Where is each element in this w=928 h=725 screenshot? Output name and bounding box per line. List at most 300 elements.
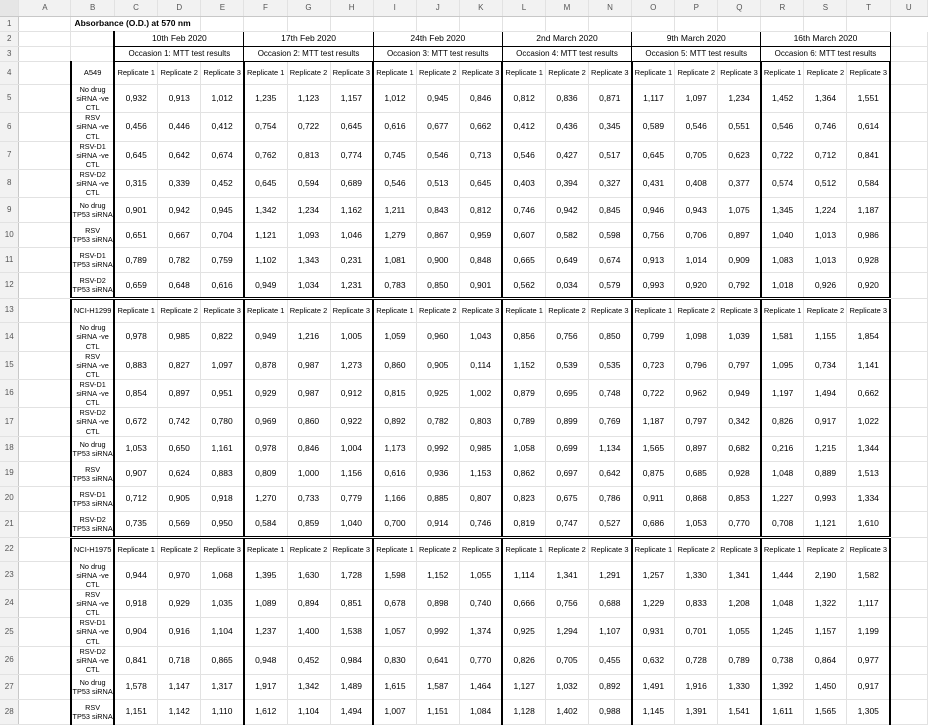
data-cell[interactable]: 0,931 xyxy=(632,618,675,646)
replicate-header[interactable]: Replicate 2 xyxy=(804,299,847,323)
data-cell[interactable]: 0,928 xyxy=(718,461,761,486)
data-cell[interactable]: 0,819 xyxy=(502,511,545,537)
replicate-header[interactable]: Replicate 1 xyxy=(244,299,287,323)
data-cell[interactable]: 0,978 xyxy=(114,323,157,351)
data-cell[interactable]: 1,578 xyxy=(114,674,157,699)
empty-cell[interactable] xyxy=(19,511,71,537)
empty-cell[interactable] xyxy=(890,561,927,589)
data-cell[interactable]: 0,860 xyxy=(287,408,330,436)
data-cell[interactable]: 1,152 xyxy=(502,351,545,379)
data-cell[interactable]: 0,867 xyxy=(416,223,459,248)
data-cell[interactable]: 0,909 xyxy=(718,248,761,273)
data-cell[interactable]: 0,713 xyxy=(459,141,502,169)
data-cell[interactable]: 1,057 xyxy=(373,618,416,646)
data-cell[interactable]: 1,341 xyxy=(546,561,589,589)
data-cell[interactable]: 1,342 xyxy=(244,198,287,223)
empty-cell[interactable] xyxy=(804,17,847,32)
row-header[interactable]: 13 xyxy=(0,299,19,323)
data-cell[interactable]: 0,662 xyxy=(459,113,502,141)
data-cell[interactable]: 1,565 xyxy=(632,436,675,461)
data-cell[interactable]: 0,695 xyxy=(546,379,589,407)
data-cell[interactable]: 0,992 xyxy=(416,618,459,646)
data-cell[interactable]: 0,535 xyxy=(589,351,632,379)
data-cell[interactable]: 0,988 xyxy=(589,699,632,724)
data-cell[interactable]: 1,917 xyxy=(244,674,287,699)
data-cell[interactable]: 0,616 xyxy=(373,113,416,141)
data-cell[interactable]: 0,920 xyxy=(675,273,718,299)
data-cell[interactable]: 0,689 xyxy=(330,169,373,197)
data-cell[interactable]: 0,759 xyxy=(201,248,244,273)
data-cell[interactable]: 0,904 xyxy=(114,618,157,646)
data-cell[interactable]: 0,907 xyxy=(114,461,157,486)
data-cell[interactable]: 0,815 xyxy=(373,379,416,407)
occasion-header[interactable]: Occasion 3: MTT test results xyxy=(373,47,502,62)
row-header[interactable]: 23 xyxy=(0,561,19,589)
data-cell[interactable]: 0,756 xyxy=(632,223,675,248)
data-cell[interactable]: 0,993 xyxy=(632,273,675,299)
replicate-header[interactable]: Replicate 1 xyxy=(502,299,545,323)
data-cell[interactable]: 0,918 xyxy=(114,589,157,617)
row-label[interactable] xyxy=(71,561,114,589)
data-cell[interactable]: 1,039 xyxy=(718,323,761,351)
replicate-header[interactable]: Replicate 2 xyxy=(416,299,459,323)
empty-cell[interactable] xyxy=(19,47,71,62)
empty-cell[interactable] xyxy=(890,273,927,299)
replicate-header[interactable]: Replicate 2 xyxy=(158,299,201,323)
column-header[interactable]: Q xyxy=(718,0,761,17)
empty-cell[interactable] xyxy=(330,17,373,32)
row-header[interactable]: 28 xyxy=(0,699,19,724)
row-header[interactable]: 8 xyxy=(0,169,19,197)
replicate-header[interactable]: Replicate 1 xyxy=(502,537,545,561)
row-label[interactable] xyxy=(71,589,114,617)
data-cell[interactable]: 0,986 xyxy=(847,223,890,248)
replicate-header[interactable]: Replicate 3 xyxy=(459,299,502,323)
column-header[interactable]: J xyxy=(416,0,459,17)
empty-cell[interactable] xyxy=(890,351,927,379)
data-cell[interactable]: 0,705 xyxy=(675,141,718,169)
data-cell[interactable]: 0,452 xyxy=(201,169,244,197)
data-cell[interactable]: 1,123 xyxy=(287,85,330,113)
data-cell[interactable]: 1,294 xyxy=(546,618,589,646)
data-cell[interactable]: 1,157 xyxy=(804,618,847,646)
empty-cell[interactable] xyxy=(890,47,927,62)
data-cell[interactable]: 0,943 xyxy=(675,198,718,223)
date-header[interactable]: 16th March 2020 xyxy=(761,32,890,47)
data-cell[interactable]: 0,942 xyxy=(158,198,201,223)
data-cell[interactable]: 0,733 xyxy=(287,486,330,511)
replicate-header[interactable]: Replicate 1 xyxy=(502,62,545,85)
empty-cell[interactable] xyxy=(502,17,545,32)
data-cell[interactable]: 0,728 xyxy=(675,646,718,674)
row-label[interactable] xyxy=(71,408,114,436)
data-cell[interactable]: 1,237 xyxy=(244,618,287,646)
data-cell[interactable]: 0,579 xyxy=(589,273,632,299)
row-label[interactable] xyxy=(71,436,114,461)
empty-cell[interactable] xyxy=(71,32,114,47)
empty-cell[interactable] xyxy=(890,699,927,724)
data-cell[interactable]: 1,022 xyxy=(847,408,890,436)
data-cell[interactable]: 0,920 xyxy=(847,273,890,299)
data-cell[interactable]: 0,985 xyxy=(158,323,201,351)
data-cell[interactable]: 1,110 xyxy=(201,699,244,724)
data-cell[interactable]: 0,809 xyxy=(244,461,287,486)
empty-cell[interactable] xyxy=(890,646,927,674)
data-cell[interactable]: 1,234 xyxy=(718,85,761,113)
empty-cell[interactable] xyxy=(718,17,761,32)
data-cell[interactable]: 0,645 xyxy=(114,141,157,169)
data-cell[interactable]: 0,845 xyxy=(589,198,632,223)
data-cell[interactable]: 1,227 xyxy=(761,486,804,511)
data-cell[interactable]: 1,075 xyxy=(718,198,761,223)
data-cell[interactable]: 0,929 xyxy=(158,589,201,617)
data-cell[interactable]: 0,799 xyxy=(632,323,675,351)
data-cell[interactable]: 0,782 xyxy=(416,408,459,436)
date-header[interactable]: 24th Feb 2020 xyxy=(373,32,502,47)
data-cell[interactable]: 1,391 xyxy=(675,699,718,724)
replicate-header[interactable]: Replicate 3 xyxy=(330,299,373,323)
data-cell[interactable]: 0,807 xyxy=(459,486,502,511)
data-cell[interactable]: 1,102 xyxy=(244,248,287,273)
empty-cell[interactable] xyxy=(890,141,927,169)
data-cell[interactable]: 0,512 xyxy=(804,169,847,197)
data-cell[interactable]: 0,803 xyxy=(459,408,502,436)
data-cell[interactable]: 1,142 xyxy=(158,699,201,724)
row-header[interactable]: 14 xyxy=(0,323,19,351)
data-cell[interactable]: 1,330 xyxy=(718,674,761,699)
replicate-header[interactable]: Replicate 3 xyxy=(589,62,632,85)
replicate-header[interactable]: Replicate 3 xyxy=(201,299,244,323)
data-cell[interactable]: 0,918 xyxy=(201,486,244,511)
data-cell[interactable]: 0,946 xyxy=(632,198,675,223)
data-cell[interactable]: 1,153 xyxy=(459,461,502,486)
replicate-header[interactable]: Replicate 1 xyxy=(761,537,804,561)
data-cell[interactable]: 0,905 xyxy=(158,486,201,511)
data-cell[interactable]: 0,345 xyxy=(589,113,632,141)
data-cell[interactable]: 1,000 xyxy=(287,461,330,486)
data-cell[interactable]: 0,897 xyxy=(718,223,761,248)
data-cell[interactable]: 1,342 xyxy=(287,674,330,699)
data-cell[interactable]: 0,648 xyxy=(158,273,201,299)
data-cell[interactable]: 1,235 xyxy=(244,85,287,113)
data-cell[interactable]: 0,645 xyxy=(632,141,675,169)
data-cell[interactable]: 0,034 xyxy=(546,273,589,299)
replicate-header[interactable]: Replicate 2 xyxy=(675,62,718,85)
data-cell[interactable]: 0,738 xyxy=(761,646,804,674)
data-cell[interactable]: 0,970 xyxy=(158,561,201,589)
column-header[interactable]: K xyxy=(459,0,502,17)
data-cell[interactable]: 1,055 xyxy=(718,618,761,646)
data-cell[interactable]: 1,156 xyxy=(330,461,373,486)
data-cell[interactable]: 0,865 xyxy=(201,646,244,674)
data-cell[interactable]: 0,878 xyxy=(244,351,287,379)
replicate-header[interactable]: Replicate 3 xyxy=(459,537,502,561)
data-cell[interactable]: 0,846 xyxy=(459,85,502,113)
data-cell[interactable]: 1,229 xyxy=(632,589,675,617)
data-cell[interactable]: 0,879 xyxy=(502,379,545,407)
row-header[interactable]: 1 xyxy=(0,17,19,32)
data-cell[interactable]: 1,452 xyxy=(761,85,804,113)
date-header[interactable]: 2nd March 2020 xyxy=(502,32,631,47)
empty-cell[interactable] xyxy=(19,273,71,299)
data-cell[interactable]: 1,197 xyxy=(761,379,804,407)
empty-cell[interactable] xyxy=(890,198,927,223)
replicate-header[interactable]: Replicate 2 xyxy=(546,62,589,85)
data-cell[interactable]: 0,962 xyxy=(675,379,718,407)
row-label[interactable] xyxy=(71,113,114,141)
data-cell[interactable]: 0,894 xyxy=(287,589,330,617)
data-cell[interactable]: 1,107 xyxy=(589,618,632,646)
empty-cell[interactable] xyxy=(19,351,71,379)
data-cell[interactable]: 0,843 xyxy=(416,198,459,223)
data-cell[interactable]: 0,936 xyxy=(416,461,459,486)
data-cell[interactable]: 0,862 xyxy=(502,461,545,486)
date-header[interactable]: 9th March 2020 xyxy=(632,32,761,47)
empty-cell[interactable] xyxy=(19,461,71,486)
data-cell[interactable]: 0,722 xyxy=(287,113,330,141)
data-cell[interactable]: 0,589 xyxy=(632,113,675,141)
replicate-header[interactable]: Replicate 3 xyxy=(847,62,890,85)
row-label[interactable] xyxy=(71,646,114,674)
empty-cell[interactable] xyxy=(19,618,71,646)
data-cell[interactable]: 0,770 xyxy=(718,511,761,537)
data-cell[interactable]: 1,007 xyxy=(373,699,416,724)
data-cell[interactable]: 1,157 xyxy=(330,85,373,113)
replicate-header[interactable]: Replicate 1 xyxy=(761,299,804,323)
data-cell[interactable]: 1,012 xyxy=(373,85,416,113)
data-cell[interactable]: 1,147 xyxy=(158,674,201,699)
data-cell[interactable]: 0,851 xyxy=(330,589,373,617)
empty-cell[interactable] xyxy=(19,141,71,169)
data-cell[interactable]: 1,002 xyxy=(459,379,502,407)
column-header[interactable]: U xyxy=(890,0,927,17)
data-cell[interactable]: 0,546 xyxy=(502,141,545,169)
row-header[interactable]: 19 xyxy=(0,461,19,486)
data-cell[interactable]: 1,611 xyxy=(761,699,804,724)
data-cell[interactable]: 0,922 xyxy=(330,408,373,436)
data-cell[interactable]: 0,826 xyxy=(761,408,804,436)
row-label[interactable] xyxy=(71,273,114,299)
column-header[interactable]: T xyxy=(847,0,890,17)
data-cell[interactable]: 0,517 xyxy=(589,141,632,169)
data-cell[interactable]: 1,034 xyxy=(287,273,330,299)
replicate-header[interactable]: Replicate 3 xyxy=(718,537,761,561)
data-cell[interactable]: 0,932 xyxy=(114,85,157,113)
row-label[interactable] xyxy=(71,674,114,699)
data-cell[interactable]: 0,546 xyxy=(675,113,718,141)
row-label[interactable] xyxy=(71,618,114,646)
replicate-header[interactable]: Replicate 1 xyxy=(373,537,416,561)
data-cell[interactable]: 0,569 xyxy=(158,511,201,537)
data-cell[interactable]: 1,494 xyxy=(330,699,373,724)
row-header[interactable]: 25 xyxy=(0,618,19,646)
replicate-header[interactable]: Replicate 2 xyxy=(675,537,718,561)
data-cell[interactable]: 0,779 xyxy=(330,486,373,511)
data-cell[interactable]: 0,231 xyxy=(330,248,373,273)
data-cell[interactable]: 0,527 xyxy=(589,511,632,537)
data-cell[interactable]: 0,642 xyxy=(589,461,632,486)
column-header[interactable]: B xyxy=(71,0,114,17)
replicate-header[interactable]: Replicate 2 xyxy=(287,299,330,323)
row-label[interactable] xyxy=(71,323,114,351)
replicate-header[interactable]: Replicate 2 xyxy=(546,537,589,561)
row-label[interactable] xyxy=(71,85,114,113)
replicate-header[interactable]: Replicate 2 xyxy=(804,62,847,85)
data-cell[interactable]: 0,746 xyxy=(804,113,847,141)
data-cell[interactable]: 1,117 xyxy=(632,85,675,113)
data-cell[interactable]: 0,916 xyxy=(158,618,201,646)
data-cell[interactable]: 1,400 xyxy=(287,618,330,646)
data-cell[interactable]: 1,012 xyxy=(201,85,244,113)
data-cell[interactable]: 0,431 xyxy=(632,169,675,197)
data-cell[interactable]: 1,055 xyxy=(459,561,502,589)
data-cell[interactable]: 0,584 xyxy=(244,511,287,537)
empty-cell[interactable] xyxy=(890,32,927,47)
data-cell[interactable]: 1,615 xyxy=(373,674,416,699)
row-header[interactable]: 2 xyxy=(0,32,19,47)
data-cell[interactable]: 0,993 xyxy=(804,486,847,511)
row-label[interactable] xyxy=(71,223,114,248)
replicate-header[interactable]: Replicate 1 xyxy=(373,62,416,85)
column-header[interactable]: H xyxy=(330,0,373,17)
data-cell[interactable]: 1,162 xyxy=(330,198,373,223)
data-cell[interactable]: 0,641 xyxy=(416,646,459,674)
row-header[interactable]: 3 xyxy=(0,47,19,62)
data-cell[interactable]: 0,987 xyxy=(287,379,330,407)
data-cell[interactable]: 0,699 xyxy=(546,436,589,461)
data-cell[interactable]: 1,305 xyxy=(847,699,890,724)
data-cell[interactable]: 0,745 xyxy=(373,141,416,169)
empty-cell[interactable] xyxy=(890,248,927,273)
data-cell[interactable]: 0,756 xyxy=(546,323,589,351)
data-cell[interactable]: 0,823 xyxy=(502,486,545,511)
data-cell[interactable]: 1,032 xyxy=(546,674,589,699)
data-cell[interactable]: 1,059 xyxy=(373,323,416,351)
empty-cell[interactable] xyxy=(890,379,927,407)
data-cell[interactable]: 0,789 xyxy=(718,646,761,674)
replicate-header[interactable]: Replicate 3 xyxy=(847,299,890,323)
data-cell[interactable]: 0,848 xyxy=(459,248,502,273)
data-cell[interactable]: 1,093 xyxy=(287,223,330,248)
replicate-header[interactable]: Replicate 1 xyxy=(244,537,287,561)
date-header[interactable]: 10th Feb 2020 xyxy=(114,32,244,47)
replicate-header[interactable]: Replicate 3 xyxy=(459,62,502,85)
empty-cell[interactable] xyxy=(19,561,71,589)
data-cell[interactable]: 1,089 xyxy=(244,589,287,617)
data-cell[interactable]: 0,712 xyxy=(114,486,157,511)
data-cell[interactable]: 0,675 xyxy=(546,486,589,511)
data-cell[interactable]: 1,317 xyxy=(201,674,244,699)
data-cell[interactable]: 0,688 xyxy=(589,589,632,617)
data-cell[interactable]: 0,662 xyxy=(847,379,890,407)
data-cell[interactable]: 0,901 xyxy=(114,198,157,223)
data-cell[interactable]: 1,494 xyxy=(804,379,847,407)
data-cell[interactable]: 0,984 xyxy=(330,646,373,674)
row-header[interactable]: 15 xyxy=(0,351,19,379)
replicate-header[interactable]: Replicate 1 xyxy=(373,299,416,323)
data-cell[interactable]: 0,394 xyxy=(546,169,589,197)
empty-cell[interactable] xyxy=(890,62,927,85)
data-cell[interactable]: 1,270 xyxy=(244,486,287,511)
row-header[interactable]: 7 xyxy=(0,141,19,169)
column-header[interactable]: E xyxy=(201,0,244,17)
data-cell[interactable]: 0,452 xyxy=(287,646,330,674)
data-cell[interactable]: 1,097 xyxy=(201,351,244,379)
data-cell[interactable]: 1,040 xyxy=(761,223,804,248)
replicate-header[interactable]: Replicate 3 xyxy=(847,537,890,561)
data-cell[interactable]: 0,905 xyxy=(416,351,459,379)
empty-cell[interactable] xyxy=(19,674,71,699)
replicate-header[interactable]: Replicate 2 xyxy=(287,537,330,561)
data-cell[interactable]: 1,630 xyxy=(287,561,330,589)
data-cell[interactable]: 0,875 xyxy=(632,461,675,486)
data-cell[interactable]: 0,949 xyxy=(244,323,287,351)
data-cell[interactable]: 0,841 xyxy=(114,646,157,674)
data-cell[interactable]: 0,797 xyxy=(718,351,761,379)
data-cell[interactable]: 0,607 xyxy=(502,223,545,248)
empty-cell[interactable] xyxy=(71,47,114,62)
data-cell[interactable]: 1,134 xyxy=(589,436,632,461)
data-cell[interactable]: 0,686 xyxy=(632,511,675,537)
data-cell[interactable]: 1,187 xyxy=(847,198,890,223)
data-cell[interactable]: 0,860 xyxy=(373,351,416,379)
data-cell[interactable]: 0,632 xyxy=(632,646,675,674)
data-cell[interactable]: 1,152 xyxy=(416,561,459,589)
data-cell[interactable]: 0,883 xyxy=(114,351,157,379)
data-cell[interactable]: 0,762 xyxy=(244,141,287,169)
data-cell[interactable]: 0,616 xyxy=(373,461,416,486)
data-cell[interactable]: 1,128 xyxy=(502,699,545,724)
data-cell[interactable]: 0,960 xyxy=(416,323,459,351)
empty-cell[interactable] xyxy=(890,169,927,197)
data-cell[interactable]: 0,551 xyxy=(718,113,761,141)
data-cell[interactable]: 1,097 xyxy=(675,85,718,113)
data-cell[interactable]: 0,944 xyxy=(114,561,157,589)
data-cell[interactable]: 0,436 xyxy=(546,113,589,141)
occasion-header[interactable]: Occasion 1: MTT test results xyxy=(114,47,244,62)
data-cell[interactable]: 0,917 xyxy=(847,674,890,699)
data-cell[interactable]: 1,334 xyxy=(847,486,890,511)
data-cell[interactable]: 0,403 xyxy=(502,169,545,197)
empty-cell[interactable] xyxy=(890,299,927,323)
data-cell[interactable]: 1,541 xyxy=(718,699,761,724)
column-header[interactable]: R xyxy=(761,0,804,17)
data-cell[interactable]: 1,114 xyxy=(502,561,545,589)
data-cell[interactable]: 0,853 xyxy=(718,486,761,511)
data-cell[interactable]: 1,145 xyxy=(632,699,675,724)
column-header[interactable]: N xyxy=(589,0,632,17)
replicate-header[interactable]: Replicate 2 xyxy=(416,537,459,561)
data-cell[interactable]: 0,913 xyxy=(632,248,675,273)
data-cell[interactable]: 0,708 xyxy=(761,511,804,537)
data-cell[interactable]: 1,273 xyxy=(330,351,373,379)
data-cell[interactable]: 0,455 xyxy=(589,646,632,674)
data-cell[interactable]: 0,642 xyxy=(158,141,201,169)
data-cell[interactable]: 0,850 xyxy=(589,323,632,351)
replicate-header[interactable]: Replicate 3 xyxy=(201,62,244,85)
data-cell[interactable]: 1,151 xyxy=(114,699,157,724)
empty-cell[interactable] xyxy=(890,408,927,436)
empty-cell[interactable] xyxy=(890,537,927,561)
data-cell[interactable]: 0,854 xyxy=(114,379,157,407)
empty-cell[interactable] xyxy=(19,486,71,511)
data-cell[interactable]: 0,868 xyxy=(675,486,718,511)
data-cell[interactable]: 0,812 xyxy=(459,198,502,223)
data-cell[interactable]: 0,682 xyxy=(718,436,761,461)
data-cell[interactable]: 1,040 xyxy=(330,511,373,537)
data-cell[interactable]: 0,756 xyxy=(546,589,589,617)
data-cell[interactable]: 0,735 xyxy=(114,511,157,537)
